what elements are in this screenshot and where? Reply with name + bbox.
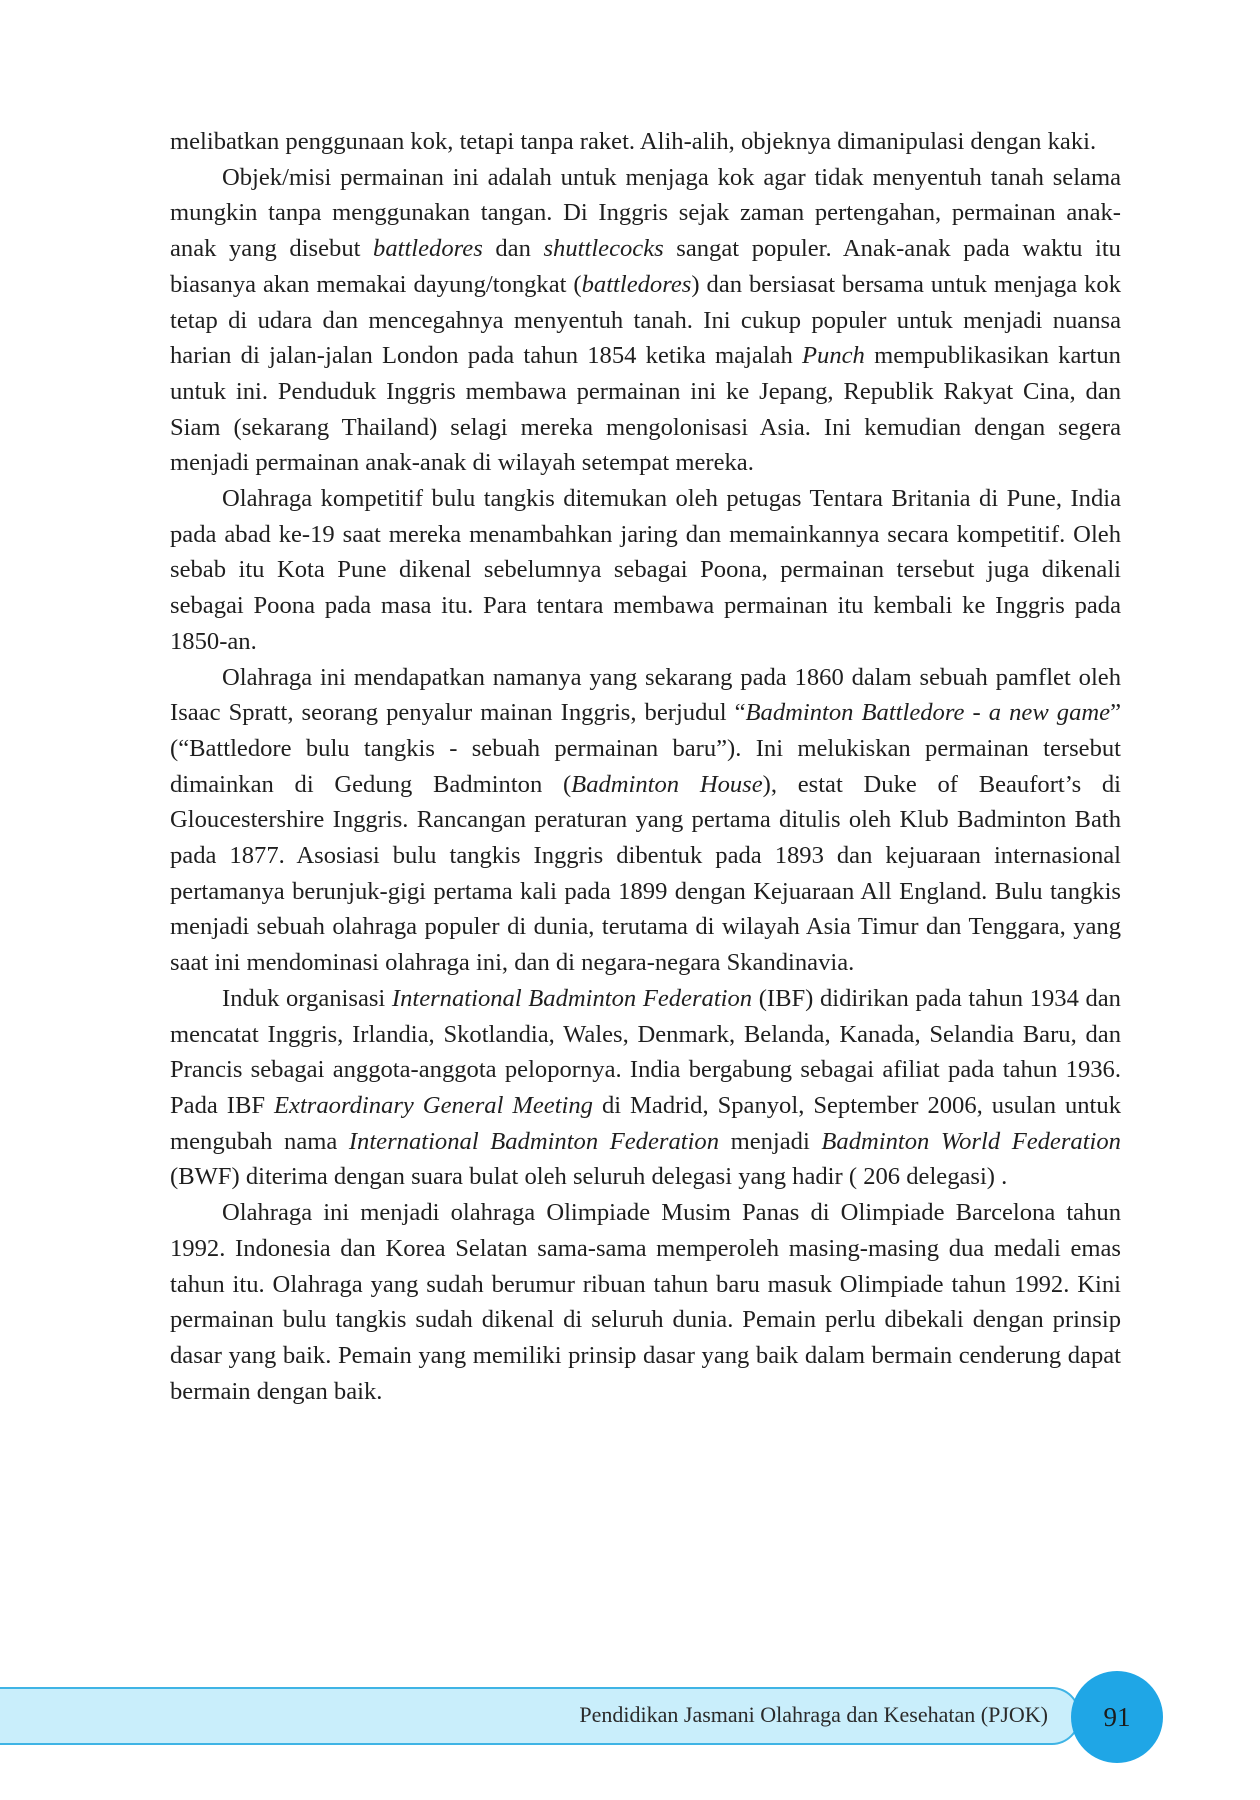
text-run: dan (482, 235, 544, 263)
text-run: (IBF) didirikan pada tahun 1934 dan mencatat Inggris, Irlandia, Skotlandia, Wales, Denmark, Belanda, Kanada, Selandia Baru, dan Prancis sebagai anggota-anggota pelopornya. India bergabung sebagai afiliat pada tahun 1936. Pada IBF (170, 984, 1121, 1119)
text-run: di Madrid, Spanyol, September 2006, usulan untuk mengubah nama (170, 1091, 1121, 1155)
text-run: ) dan bersiasat bersama untuk menjaga kok tetap di udara dan mencegahnya menyentuh tanah. Ini cukup populer untuk menjadi nuansa harian di jalan-jalan London pada tahun 1854 ketika majalah (170, 270, 1121, 370)
text-run: mempublikasikan kartun untuk ini. Penduduk Inggris membawa permainan ini ke Jepang, Republik Rakyat Cina, dan Siam (sekarang Thailand) selagi mereka mengolonisasi Asia. Ini kemudian dengan segera menjadi permainan anak-anak di wilayah setempat mereka. (170, 342, 1121, 477)
text-run: menjadi (719, 1127, 822, 1155)
page-body (170, 124, 1121, 1409)
text-run: sangat populer. Anak-anak pada waktu itu biasanya akan memakai dayung/tongkat ( (170, 235, 1121, 298)
italic-term: shuttlecocks (543, 235, 664, 263)
page-number: 91 (1103, 1701, 1131, 1732)
body-paragraph (170, 981, 1121, 1195)
italic-term: battledores (373, 235, 483, 263)
italic-term: Badminton World Federation (821, 1127, 1121, 1155)
footer-book-title: Pendidikan Jasmani Olahraga dan Kesehatan (PJOK) (579, 1702, 1048, 1727)
body-paragraph (170, 160, 1121, 481)
text-run: ” (“Battledore bulu tangkis - sebuah permainan baru”). Ini melukiskan permainan tersebut dimainkan di Gedung Badminton ( (170, 699, 1121, 798)
body-paragraph (170, 1195, 1121, 1409)
text-run: Induk organisasi (222, 984, 392, 1012)
body-paragraph (170, 481, 1121, 660)
body-paragraph (170, 124, 1121, 160)
text-run: Objek/misi permainan ini adalah untuk menjaga kok agar tidak menyentuh tanah selama mungkin tanpa menggunakan tangan. Di Inggris sejak zaman pertengahan, permainan anak-anak yang disebut (170, 163, 1121, 263)
italic-term: International Badminton Federation (391, 984, 753, 1012)
text-run: ), estat Duke of Beaufort’s di Gloucestershire Inggris. Rancangan peraturan yang pertama ditulis oleh Klub Badminton Bath pada 1877. Asosiasi bulu tangkis Inggris dibentuk pada 1893 dan kejuaraan internasional pertamanya berunjuk-gigi pertama kali pada 1899 dengan Kejuaraan All England. Bulu tangkis menjadi sebuah olahraga populer di dunia, terutama di wilayah Asia Timur dan Tenggara, yang saat ini mendominasi olahraga ini, dan di negara-negara Skandinavia. (170, 770, 1121, 977)
italic-term: Punch (802, 342, 865, 370)
italic-term: Extraordinary General Meeting (274, 1091, 593, 1119)
page-number-badge (1071, 1671, 1163, 1763)
text-run: Olahraga ini menjadi olahraga Olimpiade Musim Panas di Olimpiade Barcelona tahun 1992. Indonesia dan Korea Selatan sama-sama memperoleh masing-masing dua medali emas tahun itu. Olahraga yang sudah berumur ribuan tahun baru masuk Olimpiade tahun 1992. Kini permainan bulu tangkis sudah dikenal di seluruh dunia. Pemain perlu dibekali dengan prinsip dasar yang baik. Pemain yang memiliki prinsip dasar yang baik dalam bermain cenderung dapat bermain dengan baik. (170, 1199, 1121, 1405)
text-run: Olahraga kompetitif bulu tangkis ditemukan oleh petugas Tentara Britania di Pune, India pada abad ke-19 saat mereka menambahkan jaring dan memainkannya secara kompetitif. Oleh sebab itu Kota Pune dikenal sebelumnya sebagai Poona, permainan tersebut juga dikenali sebagai Poona pada masa itu. Para tentara membawa permainan itu kembali ke Inggris pada 1850-an. (170, 485, 1121, 655)
italic-term: Badminton House (571, 770, 763, 798)
text-run: melibatkan penggunaan kok, tetapi tanpa raket. Alih-alih, objeknya dimanipulasi dengan kaki. (170, 128, 1097, 155)
italic-term: International Badminton Federation (348, 1127, 720, 1155)
italic-term: Badminton Battledore - a new game (745, 699, 1111, 727)
italic-term: battledores (581, 270, 692, 298)
text-run: (BWF) diterima dengan suara bulat oleh seluruh delegasi yang hadir ( 206 delegasi) . (170, 1163, 1008, 1191)
body-paragraph (170, 660, 1121, 981)
text-run: Olahraga ini mendapatkan namanya yang sekarang pada 1860 dalam sebuah pamflet oleh Isaac Spratt, seorang penyalur mainan Inggris, berjudul “ (170, 663, 1121, 727)
